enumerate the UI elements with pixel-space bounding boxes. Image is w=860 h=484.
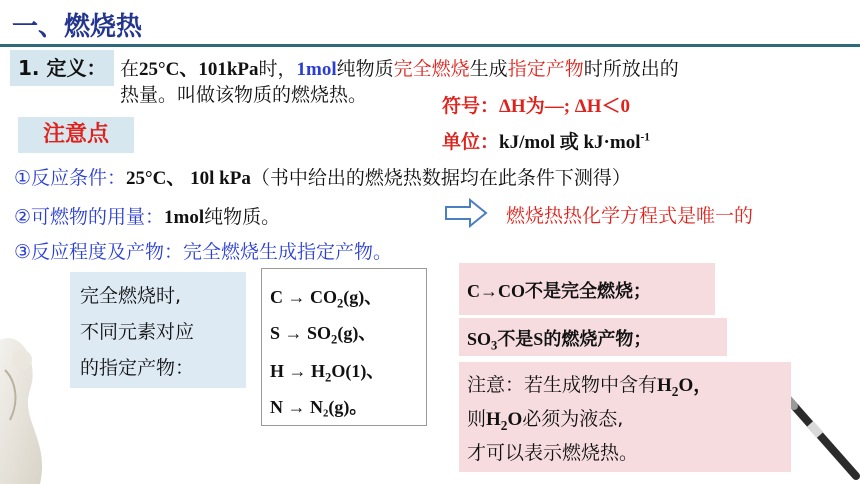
definition-mol: 1mol bbox=[296, 59, 337, 80]
notes-header: 注意点 bbox=[18, 117, 134, 153]
note-so3-box bbox=[459, 318, 727, 356]
definition-text: 在 bbox=[120, 58, 140, 80]
item-1-label: ①反应条件： bbox=[14, 167, 127, 189]
note-3-line-3: 才可以表示燃烧热。 bbox=[467, 442, 639, 464]
note-item-2 bbox=[14, 202, 280, 229]
arrow-right-icon bbox=[444, 198, 488, 228]
unit-superscript: -1 bbox=[640, 131, 650, 144]
note-item-1 bbox=[14, 163, 631, 190]
symbol-value: ΔH为—; ΔH＜0 bbox=[499, 96, 630, 117]
note-2-text: $SO_3$不是S的燃烧产物； bbox=[467, 329, 652, 353]
unique-equation-statement: 燃烧热热化学方程式是唯一的 bbox=[506, 205, 754, 227]
note-3-line-2: 则$H_2O$必须为液态, bbox=[467, 408, 624, 433]
note-water-liquid-box bbox=[459, 362, 791, 472]
product-nitrogen: N → N₂(g)。 bbox=[270, 397, 368, 417]
unit-label: 单位： bbox=[442, 131, 500, 153]
product-carbon: $C \to CO_2(g)$、 bbox=[270, 287, 383, 311]
definition-line-2: 热量。叫做该物质的燃烧热。 bbox=[120, 84, 368, 106]
intro-line: 的指定产物： bbox=[80, 357, 195, 379]
unit-line bbox=[442, 127, 650, 154]
item-3-text: ③反应程度及产物：完全燃烧生成指定产物。 bbox=[14, 241, 393, 263]
note-3-line-1: 注意：若生成物中含有$H_2O$， bbox=[467, 374, 713, 399]
intro-line: 完全燃烧时, bbox=[80, 285, 182, 307]
unit-value: kJ/mol 或 kJ·mol bbox=[499, 132, 641, 153]
symbol-line bbox=[442, 91, 630, 118]
title-divider bbox=[0, 44, 860, 47]
note-1-text: C→CO不是完全燃烧； bbox=[467, 281, 651, 301]
specified-products-intro-box bbox=[70, 272, 246, 388]
products-list-box bbox=[261, 268, 427, 426]
definition-complete-combustion: 完全燃烧 bbox=[393, 58, 470, 80]
definition-line-1 bbox=[120, 54, 679, 81]
item-1-text: （书中给出的燃烧热数据均在此条件下测得） bbox=[250, 167, 631, 189]
definition-label: 1. 定义： bbox=[10, 50, 114, 86]
definition-condition: 25°C、101kPa bbox=[139, 59, 259, 80]
item-1-condition: 25°C、 10l kPa bbox=[126, 168, 251, 189]
intro-line: 不同元素对应 bbox=[80, 321, 195, 343]
item-2-amount: 1mol bbox=[164, 207, 205, 228]
note-incomplete-combustion bbox=[459, 263, 715, 315]
definition-specified-product: 指定产物 bbox=[507, 58, 584, 80]
note-item-3 bbox=[14, 237, 392, 264]
item-2-label: ②可燃物的用量： bbox=[14, 206, 165, 228]
definition-text: 纯物质 bbox=[336, 58, 394, 80]
definition-text: 时所放出的 bbox=[583, 58, 679, 80]
symbol-label: 符号： bbox=[442, 95, 500, 117]
definition-text: 时， bbox=[258, 58, 297, 80]
floral-background-decoration bbox=[0, 300, 70, 484]
product-sulfur: $S \to SO_2(g)$、 bbox=[270, 323, 377, 347]
page-title: 一、燃烧热 bbox=[12, 12, 143, 42]
definition-text: 生成 bbox=[469, 58, 508, 80]
item-2-text: 纯物质。 bbox=[204, 206, 281, 228]
product-hydrogen: $H \to H_2O(1)$、 bbox=[270, 361, 385, 385]
